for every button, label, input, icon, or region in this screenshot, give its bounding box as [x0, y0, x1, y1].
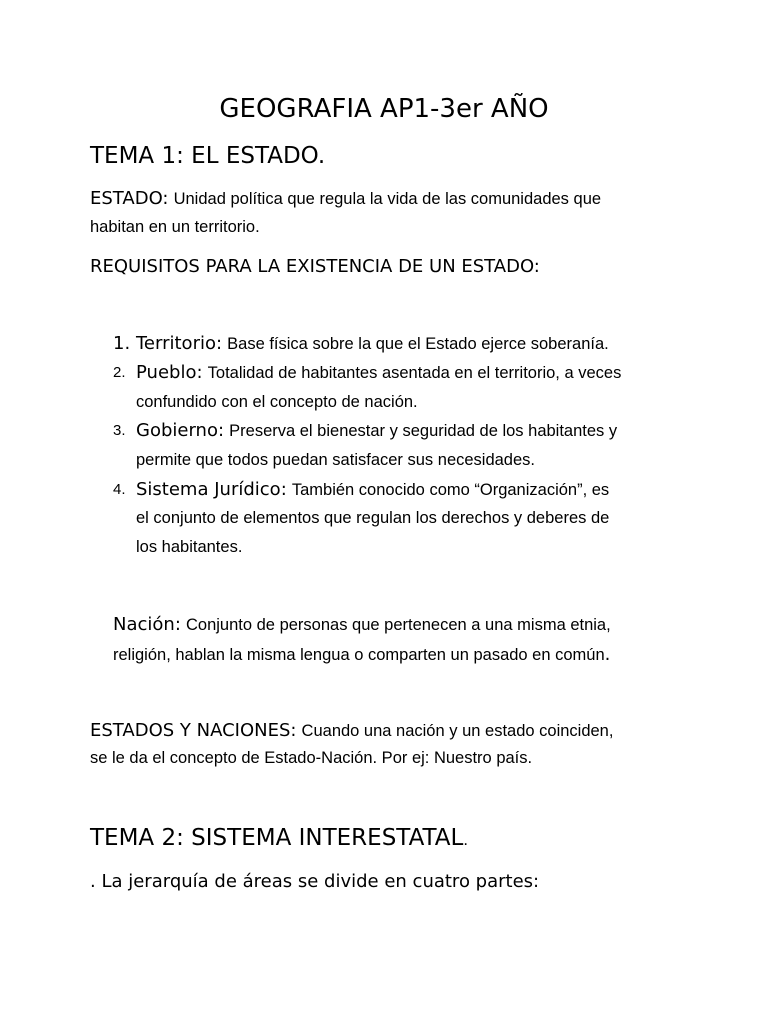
list-number: 1. [113, 333, 131, 354]
sistema-juridico-def-line2: el conjunto de elementos que regulan los derechos y deberes de [136, 509, 610, 527]
nacion-label: Nación [113, 614, 175, 635]
territorio-def: Base física sobre la que el Estado ejerce soberanía. [227, 335, 609, 353]
nacion-def-line2: religión, hablan la misma lengua o comparten un pasado en común [113, 646, 605, 664]
list-number: 4. [113, 481, 126, 498]
estado-def-line1: Unidad política que regula la vida de las comunidades que [173, 190, 602, 208]
estados-naciones-definition: ESTADOS Y NACIONES: Cuando una nación y un estado coinciden, [90, 720, 614, 741]
nacion-def-line2-wrap: religión, hablan la misma lengua o comparten un pasado en común. [113, 644, 611, 665]
nacion-definition: Nación: Conjunto de personas que pertenecen a una misma etnia, [113, 614, 611, 635]
list-item-pueblo: Pueblo: Totalidad de habitantes asentada en el territorio, a veces [136, 362, 622, 383]
gobierno-label: Gobierno [136, 420, 218, 441]
sistema-juridico-def-line3: los habitantes. [136, 538, 243, 556]
list-item-territorio: Territorio: Base física sobre la que el Estado ejerce soberanía. [136, 333, 609, 354]
estado-definition: ESTADO: Unidad política que regula la vida de las comunidades que [90, 188, 602, 209]
gobierno-def-line1: Preserva el bienestar y seguridad de los habitantes y [229, 422, 618, 440]
estados-naciones-label: ESTADOS Y NACIONES [90, 720, 291, 741]
estados-naciones-def-line2: se le da el concepto de Estado-Nación. Por ej: Nuestro país. [90, 749, 533, 767]
gobierno-def-line2: permite que todos puedan satisfacer sus necesidades. [136, 451, 535, 469]
sistema-juridico-label: Sistema Jurídico [136, 479, 281, 500]
tema2-heading: TEMA 2: SISTEMA INTERESTATAL. [90, 825, 468, 851]
estado-def-line2: habitan en un territorio. [90, 218, 260, 236]
pueblo-def-line2: confundido con el concepto de nación. [136, 393, 418, 411]
requisitos-heading: REQUISITOS PARA LA EXISTENCIA DE UN ESTADO: [90, 256, 540, 277]
tema1-heading: TEMA 1: EL ESTADO. [90, 143, 326, 169]
estados-naciones-def-line1: Cuando una nación y un estado coinciden, [301, 722, 614, 740]
page-title: GEOGRAFIA AP1-3er AÑO [219, 94, 549, 124]
sistema-juridico-def-line1: También conocido como “Organización”, es [291, 481, 610, 499]
territorio-label: Territorio [136, 333, 216, 354]
list-number: 3. [113, 422, 126, 439]
nacion-def-line1: Conjunto de personas que pertenecen a una misma etnia, [186, 616, 611, 634]
estado-label: ESTADO [90, 188, 163, 209]
pueblo-def-line1: Totalidad de habitantes asentada en el territorio, a veces [207, 364, 622, 382]
list-number: 2. [113, 364, 126, 381]
tema2-intro: . La jerarquía de áreas se divide en cuatro partes: [90, 871, 540, 892]
list-item-gobierno: Gobierno: Preserva el bienestar y seguridad de los habitantes y [136, 420, 618, 441]
list-item-sistema-juridico: Sistema Jurídico: También conocido como “Organización”, es [136, 479, 610, 500]
pueblo-label: Pueblo [136, 362, 197, 383]
